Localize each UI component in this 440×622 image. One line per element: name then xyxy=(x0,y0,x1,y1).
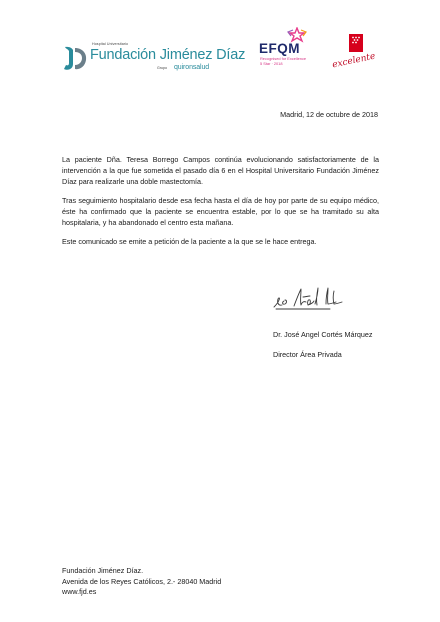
fjd-group-label: Grupo xyxy=(157,66,167,70)
efqm-title: EFQM xyxy=(259,41,300,56)
efqm-subtitle-line-2: 5 Star · 2018 xyxy=(260,60,283,66)
madrid-excelente-logo xyxy=(330,34,380,74)
footer-website-link[interactable]: www.fjd.es xyxy=(62,587,97,597)
quironsalud-name: quironsalud xyxy=(174,64,210,71)
footer-line-institution: Fundación Jiménez Díaz. xyxy=(62,566,144,575)
signer-role: Director Área Privada xyxy=(273,350,342,359)
madrid-stars-icon xyxy=(349,34,363,52)
letter-paragraph: La paciente Dña. Teresa Borrego Campos continúa evolucionando satisfactoriamente de la intervención a la que fue sometida el pasado día 6 en el Hospital Universitario Fundación Jiménez Díaz para realizarle una doble mastectomía. xyxy=(62,155,379,186)
footer-line-address: Avenida de los Reyes Católicos, 2.- 28040 Madrid xyxy=(62,576,222,586)
fjd-logo xyxy=(62,42,246,76)
efqm-logo xyxy=(259,27,319,73)
handwritten-signature xyxy=(270,283,352,313)
efqm-subtitle-line-1: Recognised for Excellence xyxy=(260,56,307,61)
fjd-tagline: Hospital Universitario xyxy=(92,42,129,46)
letter-date: Madrid, 12 de octubre de 2018 xyxy=(280,110,378,119)
fjd-name: Fundación Jiménez Díaz xyxy=(90,47,246,63)
madrid-flag-icon xyxy=(349,34,363,52)
signer-name: Dr. José Angel Cortés Márquez xyxy=(273,330,373,339)
madrid-excelente-word: excelente xyxy=(331,51,377,71)
fjd-logo-mark-icon xyxy=(62,44,88,72)
letter-paragraph: Tras seguimiento hospitalario desde esa fecha hasta el día de hoy por parte de su equipo médico, éste ha confirmado que la paciente se encuentra estable, por lo que se ha tramitado su alta hospitalaria, y ha abandonado el centro esta mañana. xyxy=(62,196,379,227)
footer-address xyxy=(62,566,221,598)
letter-paragraph: Este comunicado se emite a petición de la paciente a la que se le hace entrega. xyxy=(62,237,317,246)
efqm-subtitle xyxy=(260,57,306,66)
